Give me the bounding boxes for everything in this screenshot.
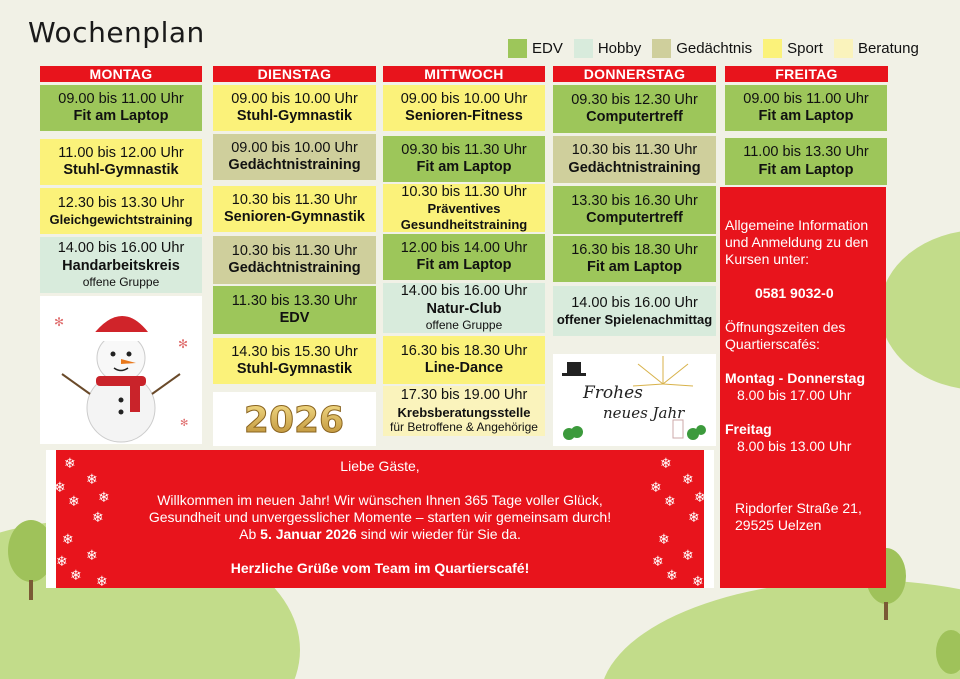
reopen-date: 5. Januar 2026 [260, 526, 357, 542]
entry-name: EDV [279, 310, 310, 326]
entry-name: Handarbeitskreis [62, 257, 180, 274]
entry-time: 09.00 bis 10.00 Uhr [400, 90, 528, 107]
entry-time: 10.30 bis 11.30 Uhr [571, 142, 698, 159]
entry-time: 14.00 bis 16.00 Uhr [57, 240, 185, 257]
legend-swatch [508, 39, 527, 58]
entry-name: Präventives Gesundheitstraining [400, 201, 528, 232]
legend-label: Sport [787, 39, 823, 57]
schedule-entry [40, 188, 202, 234]
snowflake-icon: ❄ [650, 479, 662, 495]
new-year-text: neues Jahr [603, 404, 685, 422]
schedule-entry [383, 386, 545, 436]
schedule-entry [40, 85, 202, 131]
schedule-entry [213, 85, 376, 131]
new-year-text: Frohes [583, 383, 643, 403]
page-title: Wochenplan [28, 16, 205, 49]
year-text: 2026 [243, 400, 345, 441]
tree-trunk [884, 602, 888, 620]
entry-name: Fit am Laptop [416, 159, 512, 175]
snowflake-icon: ❄ [652, 553, 664, 569]
entry-time: 10.30 bis 11.30 Uhr [231, 242, 358, 259]
snowflake-icon: ❄ [98, 489, 110, 505]
hours-fr-label: Freitag [725, 421, 772, 437]
legend-swatch [763, 39, 782, 58]
legend-label: Hobby [597, 39, 642, 57]
schedule-entry [383, 336, 545, 384]
schedule-entry [553, 286, 716, 336]
legend-label: Beratung [857, 39, 919, 57]
greeting-closing: Herzliche Grüße vom Team im Quartierscafé! [230, 560, 530, 576]
schedule-entry [213, 236, 376, 284]
greeting-reopen-line: Ab 5. Januar 2026 sind wir wieder für Sie da. [239, 526, 521, 542]
address-street: Ripdorfer Straße 21, [735, 500, 862, 516]
day-header: DIENSTAG [213, 66, 376, 82]
day-header: MONTAG [40, 66, 202, 82]
entry-time: 17.30 bis 19.00 Uhr [400, 387, 528, 404]
schedule-entry [213, 134, 376, 180]
entry-time: 16.30 bis 18.30 Uhr [571, 241, 698, 258]
info-intro: Allgemeine Information und Anmeldung zu den Kursen unter: [725, 217, 869, 267]
snowflake-icon: ❄ [694, 489, 706, 505]
entry-name: Fit am Laptop [758, 108, 854, 124]
snowflake-icon: ❄ [666, 567, 678, 583]
opening-hours-title: Öffnungszeiten des Quartierscafés: [725, 319, 846, 352]
snowflake-icon: ❄ [96, 573, 108, 588]
entry-name: Gleichgewichtstraining [49, 211, 193, 227]
snowflake-border-right [642, 450, 714, 588]
svg-text:✻: ✻ [54, 315, 65, 329]
entry-note: für Betroffene & Angehörige [390, 420, 538, 435]
greeting-text [124, 450, 636, 588]
entry-time: 11.00 bis 12.00 Uhr [58, 144, 184, 161]
snowflake-icon: ❄ [64, 455, 76, 471]
entry-name: Gedächtnistraining [228, 157, 361, 173]
schedule-entry [383, 136, 545, 182]
address-city: 29525 Uelzen [735, 517, 822, 533]
entry-name: Krebsberatungsstelle [397, 404, 531, 420]
info-panel [720, 187, 886, 588]
entry-name: Natur-Club [426, 300, 502, 317]
entry-time: 09.30 bis 11.30 Uhr [401, 141, 527, 158]
tree-trunk [29, 580, 33, 600]
entry-time: 14.00 bis 16.00 Uhr [571, 294, 698, 311]
day-header: MITTWOCH [383, 66, 545, 82]
entry-time: 10.30 bis 11.30 Uhr [231, 191, 358, 208]
greeting-salutation: Liebe Gäste, [340, 458, 420, 474]
entry-name: Computertreff [586, 109, 683, 125]
phone-number: 0581 9032-0 [755, 285, 834, 301]
entry-time: 09.00 bis 11.00 Uhr [58, 90, 184, 107]
entry-note: offene Gruppe [425, 318, 503, 333]
entry-note: offene Gruppe [82, 275, 160, 290]
snowflake-icon: ❄ [692, 573, 704, 588]
greeting-banner [46, 450, 714, 588]
hours-mo-do: 8.00 bis 17.00 Uhr [737, 387, 852, 403]
snowflake-icon: ❄ [86, 471, 98, 487]
schedule-entry [383, 234, 545, 280]
snowflake-icon: ❄ [68, 493, 80, 509]
schedule-entry [213, 286, 376, 334]
schedule-entry [213, 186, 376, 232]
svg-text:✻: ✻ [180, 418, 189, 429]
year-2026-balloons [213, 392, 376, 446]
entry-name: Line-Dance [424, 360, 504, 376]
snowflake-icon: ❄ [54, 479, 66, 495]
schedule-entry [383, 85, 545, 131]
entry-name: Fit am Laptop [416, 257, 512, 273]
legend-item [508, 39, 563, 58]
legend-item [574, 39, 641, 58]
background-hill [600, 580, 960, 679]
entry-name: Computertreff [586, 210, 683, 226]
svg-text:✻: ✻ [178, 337, 189, 351]
entry-time: 09.00 bis 11.00 Uhr [743, 90, 869, 107]
entry-name: Fit am Laptop [586, 259, 683, 275]
entry-time: 14.30 bis 15.30 Uhr [231, 343, 358, 360]
entry-time: 16.30 bis 18.30 Uhr [400, 342, 528, 359]
snowflake-icon: ❄ [70, 567, 82, 583]
entry-time: 14.00 bis 16.00 Uhr [400, 283, 528, 300]
new-year-illustration [553, 354, 716, 446]
tree-icon [936, 630, 960, 674]
entry-name: Senioren-Gymnastik [223, 209, 365, 225]
snowflake-icon: ❄ [688, 509, 700, 525]
snowflake-icon: ❄ [56, 553, 68, 569]
greeting-line: Willkommen im neuen Jahr! Wir wünschen Ihnen 365 Tage voller Glück, [157, 492, 603, 508]
snowflake-icon: ❄ [664, 493, 676, 509]
entry-time: 11.30 bis 13.30 Uhr [231, 292, 358, 309]
background-hill [880, 230, 960, 390]
schedule-entry [725, 138, 887, 185]
schedule-entry [213, 338, 376, 384]
schedule-entry [553, 136, 716, 183]
entry-name: Stuhl-Gymnastik [236, 108, 353, 124]
hours-mo-do-label: Montag - Donnerstag [725, 370, 865, 386]
snowflake-icon: ❄ [86, 547, 98, 563]
entry-time: 09.00 bis 10.00 Uhr [231, 139, 358, 156]
snowflake-icon: ❄ [660, 455, 672, 471]
snowflake-border-left [46, 450, 118, 588]
legend-item [834, 39, 919, 58]
day-header: FREITAG [725, 66, 888, 82]
legend [508, 38, 930, 58]
snowflake-icon: ❄ [682, 547, 694, 563]
entry-time: 10.30 bis 11.30 Uhr [401, 183, 527, 200]
legend-item [763, 39, 823, 58]
hours-fr: 8.00 bis 13.00 Uhr [737, 438, 852, 454]
entry-name: Gedächtnistraining [228, 260, 361, 276]
legend-item [652, 39, 752, 58]
legend-label: EDV [532, 39, 563, 57]
entry-time: 13.30 bis 16.30 Uhr [571, 192, 698, 209]
schedule-entry [40, 237, 202, 293]
legend-label: Gedächtnis [676, 39, 753, 57]
snowflake-icon: ❄ [658, 531, 670, 547]
entry-time: 09.30 bis 12.30 Uhr [571, 91, 698, 108]
schedule-entry [553, 186, 716, 234]
schedule-entry [40, 139, 202, 185]
greeting-line: Gesundheit und unvergesslicher Momente – starten wir gemeinsam durch! [148, 509, 612, 525]
entry-name: offener Spielenachmittag [556, 311, 713, 327]
entry-name: Fit am Laptop [73, 108, 169, 124]
schedule-entry [553, 85, 716, 133]
day-header: DONNERSTAG [553, 66, 716, 82]
entry-name: Senioren-Fitness [405, 108, 523, 124]
entry-time: 11.00 bis 13.30 Uhr [743, 144, 869, 161]
snowflake-icon: ❄ [682, 471, 694, 487]
snowflake-icon: ❄ [92, 509, 104, 525]
schedule-entry [725, 85, 887, 131]
legend-swatch [574, 39, 593, 58]
entry-name: Stuhl-Gymnastik [236, 361, 353, 377]
entry-time: 09.00 bis 10.00 Uhr [231, 90, 358, 107]
entry-name: Fit am Laptop [758, 161, 854, 178]
snowflake-icon: ❄ [62, 531, 74, 547]
schedule-entry [383, 184, 545, 232]
schedule-entry [383, 283, 545, 333]
entry-name: Gedächtnistraining [568, 159, 701, 176]
entry-name: Stuhl-Gymnastik [63, 162, 179, 178]
schedule-entry [553, 236, 716, 282]
entry-time: 12.00 bis 14.00 Uhr [400, 239, 528, 256]
legend-swatch [834, 39, 853, 58]
snowman-illustration [40, 296, 202, 444]
entry-time: 12.30 bis 13.30 Uhr [57, 194, 185, 211]
legend-swatch [652, 39, 671, 58]
